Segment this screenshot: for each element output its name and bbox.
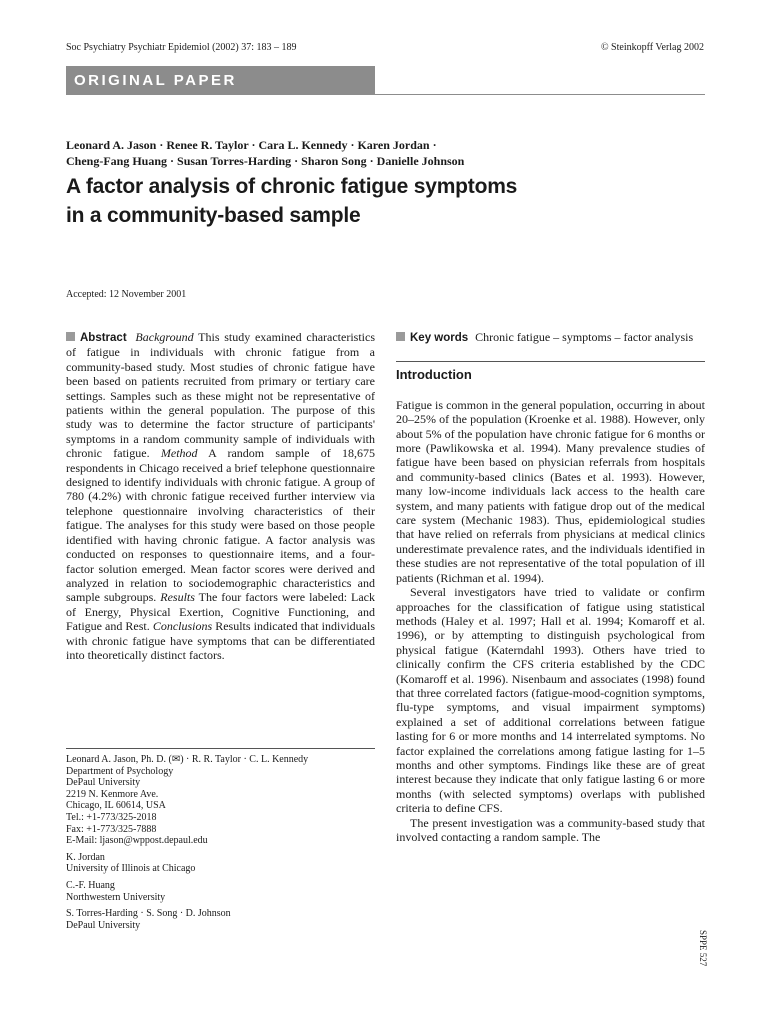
introduction-paragraph-2: Several investigators have tried to validate or confirm approaches for the classification of fatigue using statistical methods (Haley et al. 1997; Hall et al. 1994; Komaroff et al. 1996), or by attempting to distinguish psychological from physical fatigue (Katerndahl 1993). Others have tried to clinically confirm the CFS criteria established by the CDC (Komaroff et al. 1996). Nisenbaum and associates (1998) found that three correlated factors (fatigue-mood-cognition symptoms, flu-type symptoms, and visual impairment symptoms) explained a set of additional correlations between fatigue lasting for 6 or more months and 14 interrelated symptoms. No factor explained the correlations among fatigue lasting for 1–5 months and other symptoms. Findings like these are of great interest because they indicate that only fatigue lasting 6 or more months (with selected symptoms) overlaps with published criteria to define CFS. <box>396 585 705 816</box>
abstract-label: Abstract <box>80 332 127 344</box>
keywords-text: Chronic fatigue – symptoms – factor analysis <box>475 330 694 344</box>
keywords-section <box>396 330 705 345</box>
affiliations <box>66 748 375 936</box>
affiliation-city: Chicago, IL 60614, USA <box>66 800 166 812</box>
article-type-banner: ORIGINAL PAPER <box>66 66 375 95</box>
abstract-section <box>66 330 375 662</box>
right-column <box>396 330 705 844</box>
title-line-1: A factor analysis of chronic fatigue symptoms <box>66 175 518 198</box>
affiliation-email[interactable]: E-Mail: ljason@wppost.depaul.edu <box>66 835 208 847</box>
side-code: SPPE 527 <box>698 930 708 967</box>
abstract-method-label: Method <box>160 446 198 461</box>
author-list <box>66 137 706 169</box>
affiliation-university: DePaul University <box>66 777 141 789</box>
introduction-paragraph-3: The present investigation was a community-based study that involved contacting a random sample. The <box>396 815 705 844</box>
accepted-date: Accepted: 12 November 2001 <box>66 289 187 300</box>
affiliation-torres-song-johnson: S. Torres-Harding · S. Song · D. Johnson <box>66 908 231 920</box>
affiliation-block-1 <box>66 754 375 847</box>
author-line-2: Cheng-Fang Huang · Susan Torres-Harding · Sharon Song · Danielle Johnson <box>66 154 465 168</box>
abstract-conclusions-label: Conclusions <box>152 619 213 634</box>
affiliation-block-2 <box>66 852 375 875</box>
affiliation-block-3 <box>66 880 375 903</box>
affiliation-block-4 <box>66 908 375 931</box>
author-line-1: Leonard A. Jason · Renee R. Taylor · Cara L. Kennedy · Karen Jordan · <box>66 138 437 152</box>
abstract-method-text: A random sample of 18,675 respondents in Chicago received a brief telephone questionnaire designed to identify individuals with chronic fatigue. A group of 780 (4.2%) with chronic fatigue received further interview via telephone questionnaire involving characteristics of their fatigue. The analyses for this study were based on those people identified with having chronic fatigue. A factor analysis was conducted on responses to questionnaire items, and a four-factor solution emerged. Mean factor scores were derived and analyzed in relation to sociodemographic characteristics and sample subgroups. <box>66 446 375 605</box>
affiliation-depaul: DePaul University <box>66 919 141 931</box>
affiliation-fax: Fax: +1-773/325-7888 <box>66 823 157 835</box>
abstract-background-label: Background <box>135 330 194 344</box>
affiliation-jordan: K. Jordan <box>66 851 105 863</box>
keywords-square-icon <box>396 332 405 341</box>
affiliation-huang: C.-F. Huang <box>66 879 115 891</box>
article-title <box>66 172 706 230</box>
introduction-paragraph-1: Fatigue is common in the general population, occurring in about 20–25% of the population (Kroenke et al. 1988). However, only about 5% of the population have chronic fatigue for 6 months or more (Pawlikowska et al. 1994). Many prevalence studies of fatigue have been based on physician referrals from hospitals and community-based clinics (Bates et al. 1993). However, many low-income individuals lack access to the health care system, and many patients with fatigue drop out of the medical care system (Mechanic 1983). Thus, epidemiological studies that have relied on referrals from physicians at medical clinics underestimate prevalence rates, and the individuals identified in these studies are not representative of the total population of ill patients (Richman et al. 1994). <box>396 397 705 585</box>
journal-citation: Soc Psychiatry Psychiatr Epidemiol (2002) 37: 183 – 189 <box>66 42 297 53</box>
introduction-heading: Introduction <box>396 367 472 383</box>
banner-rule <box>375 94 705 95</box>
abstract-background-text: This study examined characteristics of fatigue in individuals with chronic fatigue from a community-based study. Most studies of chronic fatigue have been based on patients recruited from primary or tertiary care settings. Samples such as these might not be representative of patients within the general population. The purpose of this study was to determine the factor structure of participants' symptoms in a random community sample of individuals with chronic fatigue. <box>66 330 375 461</box>
abstract-conclusions-text: Results indicated that individuals with chronic fatigue have symptoms that can be differentiated into theoretically distinct factors. <box>66 619 376 662</box>
keywords-label: Key words <box>410 332 469 344</box>
affiliation-department: Department of Psychology <box>66 765 174 777</box>
affiliation-uic: University of Illinois at Chicago <box>66 863 196 875</box>
affiliations-rule <box>66 748 375 749</box>
abstract-square-icon <box>66 332 75 341</box>
introduction-rule <box>396 361 705 362</box>
abstract-results-text: The four factors were labeled: Lack of Energy, Physical Exertion, Cognitive Functioning, and Fatigue and Rest. <box>66 590 376 634</box>
affiliation-street: 2219 N. Kenmore Ave. <box>66 788 159 800</box>
affiliation-tel: Tel.: +1-773/325-2018 <box>66 811 157 823</box>
affiliation-names: Leonard A. Jason, Ph. D. (✉) · R. R. Taylor · C. L. Kennedy <box>66 754 309 765</box>
abstract-results-label: Results <box>160 590 195 605</box>
publisher-copyright: © Steinkopff Verlag 2002 <box>600 42 704 53</box>
title-line-2: in a community-based sample <box>66 204 361 227</box>
affiliation-northwestern: Northwestern University <box>66 891 166 903</box>
